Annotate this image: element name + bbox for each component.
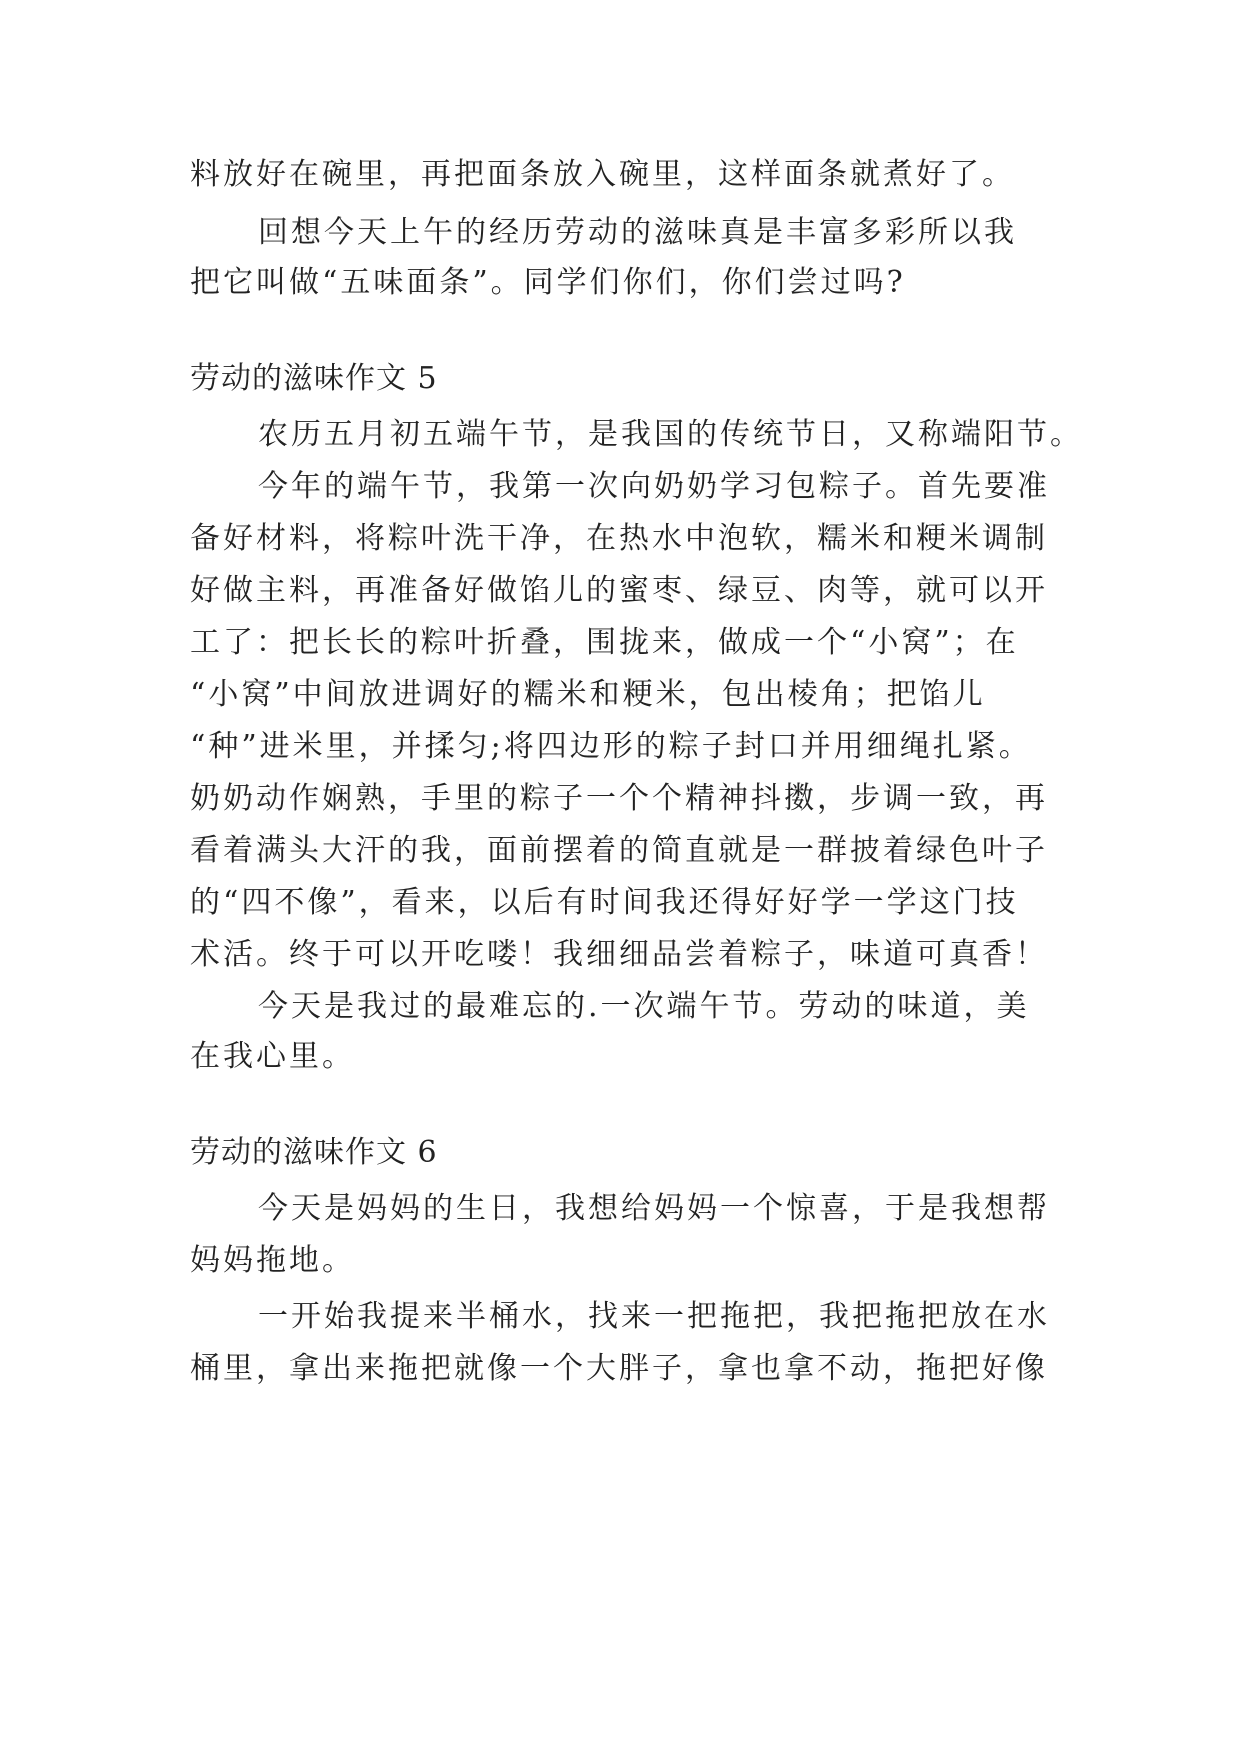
paragraph-line: 今年的端午节，我第一次向奶奶学习包粽子。首先要准	[258, 469, 1050, 504]
paragraph-line: 把它叫做“五味面条”。同学们你们，你们尝过吗?	[190, 265, 906, 300]
paragraph-line: 奶奶动作娴熟，手里的粽子一个个精神抖擞，步调一致，再	[190, 781, 1048, 816]
paragraph-line: 备好材料，将粽叶洗干净，在热水中泡软，糯米和粳米调制	[190, 521, 1048, 556]
paragraph-line: 回想今天上午的经历劳动的滋味真是丰富多彩所以我	[258, 215, 1017, 250]
paragraph-line: 的“四不像”，看来，以后有时间我还得好好学一学这门技	[190, 885, 1019, 920]
paragraph-line: “种”进米里，并揉匀;将四边形的粽子封口并用细绳扎紧。	[190, 729, 1032, 764]
paragraph-line: 今天是妈妈的生日，我想给妈妈一个惊喜，于是我想帮	[258, 1191, 1050, 1226]
section-heading: 劳动的滋味作文 6	[190, 1135, 438, 1170]
paragraph-line: 术活。终于可以开吃喽！我细细品尝着粽子，味道可真香！	[190, 937, 1048, 972]
section-heading: 劳动的滋味作文 5	[190, 361, 438, 396]
paragraph-line: 在我心里。	[190, 1039, 355, 1074]
paragraph-line: 今天是我过的最难忘的.一次端午节。劳动的味道，美	[258, 989, 1030, 1024]
paragraph-line: “小窝”中间放进调好的糯米和粳米，包出棱角；把馅儿	[190, 677, 986, 712]
paragraph-line: 妈妈拖地。	[190, 1243, 355, 1278]
paragraph-line: 看着满头大汗的我，面前摆着的简直就是一群披着绿色叶子	[190, 833, 1048, 868]
paragraph-line: 桶里，拿出来拖把就像一个大胖子，拿也拿不动，拖把好像	[190, 1351, 1048, 1386]
paragraph-line: 农历五月初五端午节，是我国的传统节日，又称端阳节。	[258, 417, 1083, 452]
paragraph-line: 工了：把长长的粽叶折叠，围拢来，做成一个“小窝”；在	[190, 625, 1019, 660]
paragraph-line: 一开始我提来半桶水，找来一把拖把，我把拖把放在水	[258, 1299, 1050, 1334]
paragraph-line: 料放好在碗里，再把面条放入碗里，这样面条就煮好了。	[190, 157, 1015, 192]
paragraph-line: 好做主料，再准备好做馅儿的蜜枣、绿豆、肉等，就可以开	[190, 573, 1048, 608]
